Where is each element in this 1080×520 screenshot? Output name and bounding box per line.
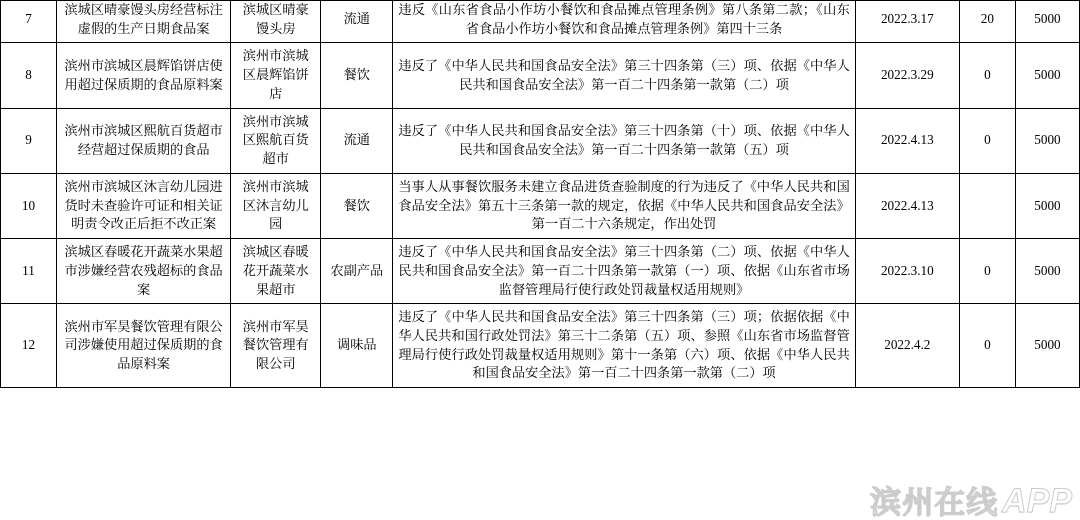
cell-fine: 5000 [1015,173,1079,238]
cell-date: 2022.4.2 [855,304,959,388]
table-row [1,108,1080,173]
cell-index: 8 [1,43,57,108]
cell-legal-basis: 违反了《中华人民共和国食品安全法》第三十四条第（十）项、依据《中华人民共和国食品安全法》第一百二十四条第一款第（五）项 [393,108,855,173]
cell-fine: 5000 [1015,108,1079,173]
cell-date: 2022.4.13 [855,108,959,173]
cell-fine: 5000 [1015,239,1079,304]
watermark-text-cn: 滨州在线 [870,485,999,520]
cell-business-type: 流通 [321,108,393,173]
table-row [1,43,1080,108]
cell-index: 11 [1,239,57,304]
cell-confiscation: 20 [959,1,1015,43]
cell-party: 滨州市滨城区熙航百货超市 [231,108,321,173]
cell-business-type: 餐饮 [321,173,393,238]
cell-business-type: 调味品 [321,304,393,388]
cell-party: 滨州市滨城区晨辉馅饼店 [231,43,321,108]
cell-case-name: 滨城区晴豪馒头房经营标注虚假的生产日期食品案 [57,1,231,43]
cell-party: 滨州市军昊餐饮管理有限公司 [231,304,321,388]
table-row [1,173,1080,238]
cell-legal-basis: 违反了《中华人民共和国食品安全法》第三十四条第（三）项；依据依据《中华人民共和国行政处罚法》第三十二条第（五）项、参照《山东省市场监督管理局行使行政处罚裁量权适用规则》第十一条第（六）项、依据《中华人民共和国食品安全法》第一百二十四条第一款第（二）项 [393,304,855,388]
cell-case-name: 滨州市军昊餐饮管理有限公司涉嫌使用超过保质期的食品原料案 [57,304,231,388]
table-row [1,1,1080,43]
cell-confiscation: 0 [959,43,1015,108]
cell-party: 滨州市滨城区沐言幼儿园 [231,173,321,238]
cell-legal-basis: 违反《山东省食品小作坊小餐饮和食品摊点管理条例》第八条第二款；《山东省食品小作坊小餐饮和食品摊点管理条例》第四十三条 [393,1,855,43]
cell-case-name: 滨城区春暖花开蔬菜水果超市涉嫌经营农残超标的食品案 [57,239,231,304]
cell-fine: 5000 [1015,1,1079,43]
cell-fine: 5000 [1015,43,1079,108]
table-row [1,304,1080,388]
watermark-text-en: APP [1002,482,1072,520]
cell-business-type: 农副产品 [321,239,393,304]
cell-confiscation: 0 [959,239,1015,304]
cell-business-type: 流通 [321,1,393,43]
cell-index: 12 [1,304,57,388]
cell-case-name: 滨州市滨城区晨辉馅饼店使用超过保质期的食品原料案 [57,43,231,108]
cell-party: 滨城区晴豪馒头房 [231,1,321,43]
cell-legal-basis: 违反了《中华人民共和国食品安全法》第三十四条第（三）项、依据《中华人民共和国食品安全法》第一百二十四条第一款第（二）项 [393,43,855,108]
cell-legal-basis: 当事人从事餐饮服务未建立食品进货查验制度的行为违反了《中华人民共和国食品安全法》第五十三条第一款的规定，依据《中华人民共和国食品安全法》第一百二十六条规定，作出处罚 [393,173,855,238]
cell-date: 2022.3.17 [855,1,959,43]
cell-case-name: 滨州市滨城区沐言幼儿园进货时未查验许可证和相关证明责令改正后拒不改正案 [57,173,231,238]
cell-party: 滨城区春暖花开蔬菜水果超市 [231,239,321,304]
cell-date: 2022.3.29 [855,43,959,108]
cell-date: 2022.4.13 [855,173,959,238]
cell-index: 10 [1,173,57,238]
cell-legal-basis: 违反了《中华人民共和国食品安全法》第三十四条第（二）项、依据《中华人民共和国食品安全法》第一百二十四条第一款第（一）项、依据《山东省市场监督管理局行使行政处罚裁量权适用规则》 [393,239,855,304]
cell-date: 2022.3.10 [855,239,959,304]
cell-index: 9 [1,108,57,173]
cell-confiscation: 0 [959,108,1015,173]
cell-confiscation: 0 [959,304,1015,388]
cell-business-type: 餐饮 [321,43,393,108]
cell-index: 7 [1,1,57,43]
watermark [870,484,1072,518]
cell-fine: 5000 [1015,304,1079,388]
cell-confiscation [959,173,1015,238]
table-row [1,239,1080,304]
cell-case-name: 滨州市滨城区熙航百货超市经营超过保质期的食品 [57,108,231,173]
